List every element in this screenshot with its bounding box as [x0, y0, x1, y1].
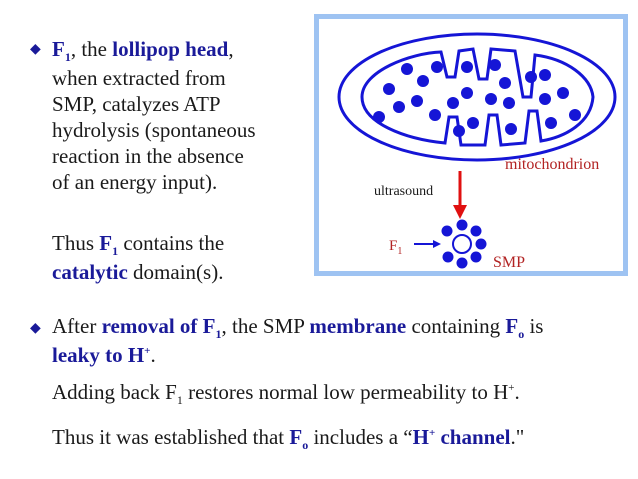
matrix-dot	[393, 101, 405, 113]
matrix-dot	[499, 77, 511, 89]
leaky-term: leaky to H+	[52, 343, 151, 367]
bullet1-text: $F_1$, the lollipop head, when extracted from SMP, catalyzes ATP hydrolysis (spontaneous reaction in the absence of an energy input).	[52, 37, 256, 194]
fo-symbol: $F_o$	[289, 425, 309, 452]
matrix-dot	[505, 123, 517, 135]
matrix-dot	[417, 75, 429, 87]
matrix-dot	[431, 61, 443, 73]
matrix-dot	[545, 117, 557, 129]
smp-vesicle	[453, 235, 471, 253]
f1-head	[443, 252, 454, 263]
f1-symbol: $F_1$	[52, 37, 71, 64]
matrix-dot	[383, 83, 395, 95]
matrix-dot	[539, 93, 551, 105]
matrix-dot	[373, 111, 385, 123]
matrix-dot	[429, 109, 441, 121]
smp-label: SMP	[493, 254, 526, 271]
mitochondrion-label: mitochondrion	[505, 156, 600, 173]
diagram-svg	[319, 19, 623, 271]
bullet-icon: ◆	[30, 321, 41, 336]
f1-symbol: $F_1$	[99, 231, 119, 258]
mitochondrion-inner-membrane	[362, 49, 593, 145]
f1-head	[471, 252, 482, 263]
f1-diagram-label: $F_1$	[389, 238, 403, 257]
f1-head	[471, 226, 482, 237]
matrix-dot	[525, 71, 537, 83]
arrow-head-icon	[453, 205, 467, 219]
f1-head	[476, 239, 487, 250]
bullet-icon: ◆	[30, 42, 41, 57]
matrix-dot	[453, 125, 465, 137]
matrix-dot	[539, 69, 551, 81]
matrix-dot	[557, 87, 569, 99]
matrix-dot	[447, 97, 459, 109]
f1-head	[457, 220, 468, 231]
matrix-dot	[485, 93, 497, 105]
matrix-dot	[467, 117, 479, 129]
matrix-dot	[569, 109, 581, 121]
f1-head	[457, 258, 468, 269]
bullet2-text: After removal of $F_1$, the SMP membrane containing $F_o$ is leaky to H+.	[52, 314, 544, 367]
membrane-term: membrane	[309, 314, 407, 338]
lollipop-head-term: lollipop head	[112, 37, 229, 61]
matrix-dot	[461, 61, 473, 73]
matrix-dot	[461, 87, 473, 99]
matrix-dot	[489, 59, 501, 71]
fo-symbol: $F_o$	[505, 314, 525, 341]
mitochondrion-outer-membrane	[339, 34, 615, 160]
matrix-dot	[401, 63, 413, 75]
mitochondrion-diagram	[314, 14, 628, 276]
ultrasound-label: ultrasound	[374, 184, 434, 199]
matrix-dot	[503, 97, 515, 109]
catalytic-term: catalytic	[52, 260, 128, 284]
smp-f1-heads	[442, 220, 487, 269]
adding-back-text: Adding back $F_1$ restores normal low permeability to H+.	[52, 380, 520, 407]
removal-term: removal of $F_1$	[101, 314, 222, 341]
matrix-dot	[411, 95, 423, 107]
f1-arrow-head-icon	[433, 240, 441, 248]
thus-established-text: Thus it was established that $F_o$ includes a “H+ channel."	[52, 425, 525, 452]
thus-catalytic-text: Thus $F_1$ contains the catalytic domain(s).	[52, 231, 225, 284]
h-channel-term: H+ channel	[412, 425, 511, 449]
f1-head	[442, 226, 453, 237]
